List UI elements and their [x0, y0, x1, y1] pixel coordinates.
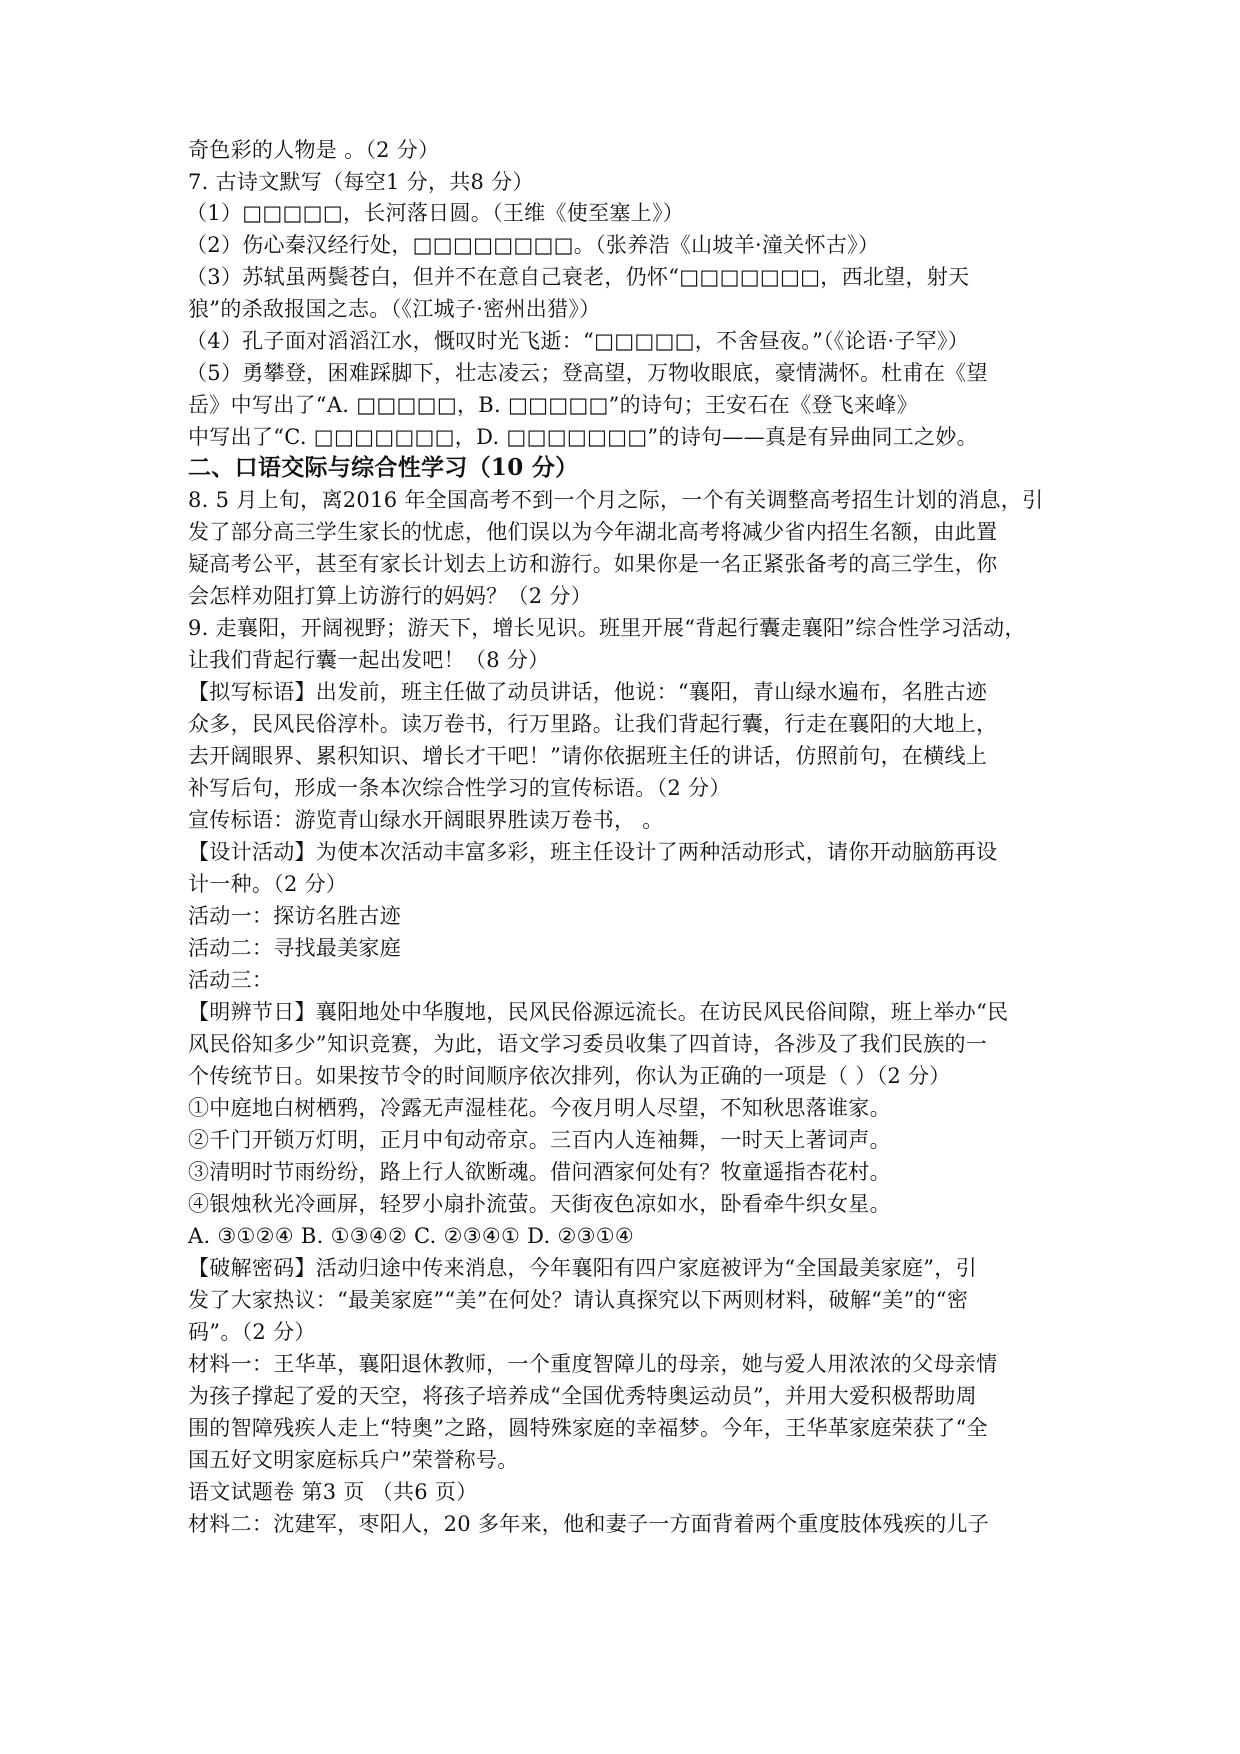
slogan-task: 【拟写标语】出发前，班主任做了动员讲话，他说：“襄阳，青山绿水遍布，名胜古迹	[188, 680, 988, 704]
activity-one: 活动一：探访名胜古迹	[188, 904, 401, 928]
text-line: 码”。（2 分）	[188, 1320, 316, 1344]
text-line: 个传统节日。如果按节令的时间顺序依次排列，你认为正确的一项是（ ）（2 分）	[188, 1064, 951, 1088]
text-line: 发了部分高三学生家长的忧虑，他们误以为今年湖北高考将减少省内招生名额，由此置	[188, 520, 998, 544]
text-line: 狼”的杀敌报国之志。（《江城子·密州出猎》）	[188, 297, 601, 321]
slogan-line: 宣传标语：游览青山绿水开阔眼界胜读万卷书， 。	[188, 808, 664, 832]
text-line: 为孩子撑起了爱的天空，将孩子培养成“全国优秀特奥运动员”，并用大爱积极帮助周	[188, 1384, 977, 1408]
text-line: 会怎样劝阻打算上访游行的妈妈？（2 分）	[188, 584, 593, 608]
text-line: 让我们背起行囊一起出发吧！（8 分）	[188, 648, 550, 672]
text-line: 岳》中写出了“A. □□□□□，B. □□□□□”的诗句；王安石在《登飞来峰》	[188, 393, 918, 417]
question-9: 9. 走襄阳，开阔视野；游天下，增长见识。班里开展“背起行囊走襄阳”综合性学习活动，	[188, 616, 1026, 640]
question-7-item-3: （3）苏轼虽两鬓苍白，但并不在意自己衰老，仍怀“□□□□□□□，西北望，射天	[186, 265, 970, 289]
question-7-item-4: （4）孔子面对滔滔江水，慨叹时光飞逝：“□□□□□，不舍昼夜。”（《论语·子罕》）	[186, 329, 970, 353]
text-line: 计一种。（2 分）	[188, 872, 348, 896]
text-line: 疑高考公平，甚至有家长计划去上访和游行。如果你是一名正紧张备考的高三学生，你	[188, 552, 998, 576]
poem-3: ③清明时节雨纷纷，路上行人欲断魂。借问酒家何处有？牧童遥指杏花村。	[188, 1160, 891, 1184]
material-two: 材料二：沈建军，枣阳人，20 多年来，他和妻子一方面背着两个重度肢体残疾的儿子	[188, 1512, 990, 1536]
text-line: 发了大家热议：“最美家庭”“美”在何处？请认真探究以下两则材料，破解“美”的“密	[188, 1288, 969, 1312]
text-line: 国五好文明家庭标兵户”荣誉称号。	[188, 1448, 519, 1472]
text-line: 奇色彩的人物是 。（2 分）	[188, 138, 440, 162]
question-8: 8. 5 月上旬，离2016 年全国高考不到一个月之际，一个有关调整高考招生计划的消息，引	[188, 488, 1044, 512]
material-one: 材料一：王华革，襄阳退休教师，一个重度智障儿的母亲，她与爱人用浓浓的父母亲情	[188, 1352, 998, 1376]
text-line: 去开阔眼界、累积知识、增长才干吧！”请你依据班主任的讲话，仿照前句，在横线上	[188, 744, 988, 768]
poem-2: ②千门开锁万灯明，正月中旬动帝京。三百内人连袖舞，一时天上著词声。	[188, 1128, 891, 1152]
question-7-item-1: （1）□□□□□，长河落日圆。（王维《使至塞上》）	[186, 201, 685, 225]
question-7-item-5: （5）勇攀登，困难踩脚下，壮志凌云；登高望，万物收眼底，豪情满怀。杜甫在《望	[186, 361, 988, 385]
activity-three: 活动三：	[188, 968, 274, 992]
text-line: 补写后句，形成一条本次综合性学习的宣传标语。（2 分）	[188, 776, 731, 800]
text-line: 风民俗知多少”知识竞赛，为此，语文学习委员收集了四首诗，各涉及了我们民族的一	[188, 1032, 988, 1056]
answer-options: A. ③①②④ B. ①③④② C. ②③④① D. ②③①④	[188, 1224, 634, 1248]
decode-task: 【破解密码】活动归途中传来消息，今年襄阳有四户家庭被评为“全国最美家庭”，引	[188, 1256, 977, 1280]
question-7-title: 7. 古诗文默写（每空1 分，共8 分）	[188, 170, 534, 194]
design-activity-task: 【设计活动】为使本次活动丰富多彩，班主任设计了两种活动形式，请你开动脑筋再设	[188, 840, 998, 864]
page-footer: 语文试题卷 第3 页 （共6 页）	[188, 1480, 478, 1504]
text-line: 中写出了“C. □□□□□□□，D. □□□□□□□”的诗句——真是有异曲同工之妙。	[188, 425, 978, 449]
poem-4: ④银烛秋光冷画屏，轻罗小扇扑流萤。天街夜色凉如水，卧看牵牛织女星。	[188, 1192, 891, 1216]
festival-task: 【明辨节日】襄阳地处中华腹地，民风民俗源远流长。在访民风民俗间隙，班上举办“民	[188, 1000, 1009, 1024]
text-line: 围的智障残疾人走上“特奥”之路，圆特殊家庭的幸福梦。今年，王华革家庭荣获了“全	[188, 1416, 988, 1440]
section-two-heading: 二、口语交际与综合性学习（10 分）	[188, 454, 579, 481]
question-7-item-2: （2）伤心秦汉经行处，□□□□□□□□。（张养浩《山坡羊·潼关怀古》）	[186, 233, 880, 257]
activity-two: 活动二：寻找最美家庭	[188, 936, 401, 960]
poem-1: ①中庭地白树栖鸦，冷露无声湿桂花。今夜月明人尽望，不知秋思落谁家。	[188, 1096, 891, 1120]
text-line: 众多，民风民俗淳朴。读万卷书，行万里路。让我们背起行囊，行走在襄阳的大地上，	[188, 712, 998, 736]
